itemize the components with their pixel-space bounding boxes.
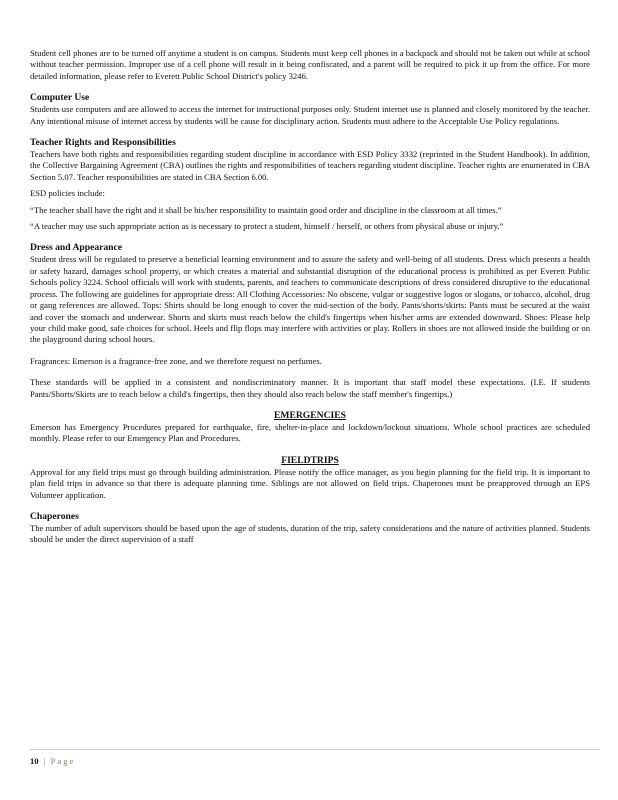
fieldtrips-heading: FIELDTRIPS: [281, 454, 339, 466]
computer-use-heading: Computer Use: [30, 92, 90, 104]
emergencies-paragraph: Emerson has Emergency Procedures prepared for earthquake, fire, shelter-in-place and lockdown/lockout situations. Whole school practices are scheduled monthly. Please refer to our Emergency Plan and Procedures.: [30, 421, 590, 444]
policy-quote-2: “A teacher may use such appropriate action as is necessary to protect a student, himself / herself, or others from physical abuse or injury.”: [30, 221, 504, 232]
page-number: 10: [30, 756, 39, 766]
chaperones-heading: Chaperones: [30, 510, 79, 522]
teacher-rights-paragraph: Teachers have both rights and responsibilities regarding student discipline in accordance with ESD Policy 3332 (reprinted in the Student Handbook). In addition, the Collective Bargaining Agreement (CBA) outlines the rights and responsibilities of teachers regarding student discipline. Teacher rights are enumerated in CBA Section 5.07. Teacher responsibilities are stated in CBA Section 6.00.: [30, 149, 590, 182]
emergencies-heading: EMERGENCIES: [274, 409, 346, 421]
policy-quote-1: “The teacher shall have the right and it shall be his/her responsibility to maintain good order and discipline in the classroom at all times.”: [30, 204, 502, 215]
computer-use-paragraph: Students use computers and are allowed to access the internet for instructional purposes only. Student internet use is planned and closely monitored by the teacher. Any intentional misuse of internet access by students will be cause for disciplinary action. Students must adhere to the Acceptable Use Policy regulations.: [30, 104, 590, 126]
teacher-rights-heading: Teacher Rights and Responsibilities: [30, 137, 176, 149]
dress-heading: Dress and Appearance: [30, 242, 123, 254]
dress-paragraph: Student dress will be regulated to preserve a beneficial learning environment and to assure the safety and well-being of all students. Dress which presents a health or safety hazard, damages school property, or which creates a material and substantial disruption of the educational process is prohibited as per Everett Public Schools policy 3224. School officials will work with students, parents, and teachers to communicate descriptions of dress considered disruptive to the educational process. The following are guidelines for appropriate dress: All Clothing Accessories: No obscene, vulgar or suggestive logos or slogans, or tobacco, alcohol, drug or gang references are allowed. Tops: Shirts should be long enough to cover the mid-section of the body. Pants/shorts/skirts: Pants must be secured at the waist and cover the stomach and underwear. Shorts and skirts must reach below the child's fingertips when his/her arms are extended downward. Shoes: Please help your child make good, safe choices for school. Heels and flip flops may interfere with activities or play. Rollers in shoes are not allowed inside the building or on the playground during school hours.: [30, 254, 590, 345]
fieldtrips-paragraph: Approval for any field trips must go through building administration. Please notify the office manager, as you begin planning for the field trip. It is important to plan field trips in advance so that there is adequate planning time. Siblings are not allowed on field trips. Chaperones must be preapproved through an EPS Volunteer application.: [30, 466, 590, 500]
esd-policies-label: ESD policies include:: [30, 188, 105, 199]
footer-separator: |: [43, 756, 46, 766]
cell-phone-paragraph: Student cell phones are to be turned off anytime a student is on campus. Students must keep cell phones in a backpack and should not be taken out while at school without teacher permission. Improper use of a cell phone will result in it being confiscated, and a parent will be required to pick it up from the office. For more detailed information, please refer to Everett Public School District's policy 3246.: [30, 48, 590, 81]
standards-paragraph: These standards will be applied in a consistent and nondiscriminatory manner. It is important that staff model these expectations. (I.E. If students Pants/Shorts/Skirts are to reach below a child's fingertips, then they should also reach below the staff member's fingertips.): [30, 377, 590, 399]
footer-divider: [30, 749, 600, 750]
page-footer: [30, 756, 75, 766]
chaperones-paragraph: The number of adult supervisors should be based upon the age of students, duration of the trip, safety considerations and the nature of activities planned. Students should be under the direct supervision of a staff: [30, 522, 590, 545]
page-label: Page: [50, 756, 76, 766]
document-body: [30, 48, 590, 546]
fragrances-paragraph: Fragrances: Emerson is a fragrance-free zone, and we therefore request no perfumes.: [30, 355, 322, 366]
